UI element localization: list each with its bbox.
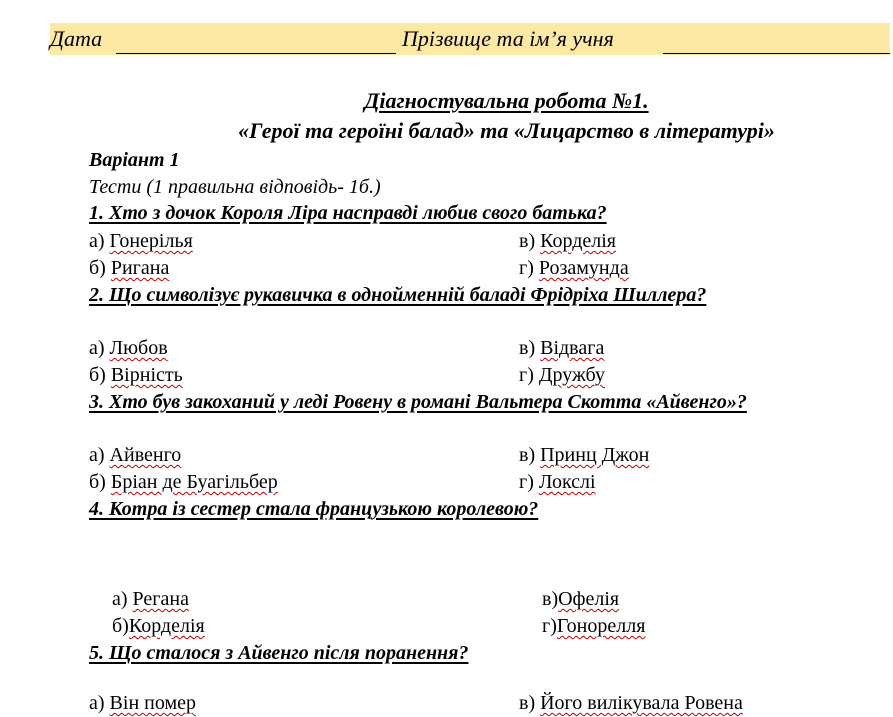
q2-option-a: а) Любов [89,337,168,359]
header-bar [50,23,890,55]
q4-option-g: г)Гонорелля [542,615,646,637]
q2-option-v: в) Відвага [519,337,605,359]
q2-option-b: б) Вірність [89,364,183,386]
document-title [60,86,893,116]
question-3: 3. Хто був закоханий у леді Ровену в романі Вальтера Скотта «Айвенго»? [89,391,747,413]
instructions-text: Тести (1 правильна відповідь- 1б.) [89,176,381,198]
question-5: 5. Що сталося з Айвенго після поранення? [89,642,469,664]
question-2: 2. Що символізує рукавичка в однойменній баладі Фрідріха Шиллера? [89,284,707,306]
q5-option-v: в) Його вилікувала Ровена [519,692,743,714]
q4-option-b: б)Корделія [112,615,205,637]
q5-option-a: а) Він помер [89,692,197,714]
q1-option-v: в) Корделія [519,230,616,252]
student-name-label: Прізвище та ім’я учня [402,26,614,51]
q3-option-v: в) Принц Джон [519,444,650,466]
question-4: 4. Котра із сестер стала французькою королевою? [89,498,539,520]
q2-option-g: г) Дружбу [519,364,605,386]
question-1: 1. Хто з дочок Короля Ліра насправді любив свого батька? [89,202,607,224]
date-blank-line [116,53,396,54]
variant-label: Варіант 1 [89,149,180,171]
q4-option-v: в)Офелія [542,588,620,610]
q3-option-g: г) Локслі [519,471,596,493]
q4-option-a: а) Регана [112,588,189,610]
title-line-1: Діагностувальна робота №1. [364,88,649,113]
q1-option-g: г) Розамунда [519,257,629,279]
name-blank-line [663,53,890,54]
date-label: Дата [50,26,103,51]
q3-option-a: а) Айвенго [89,444,182,466]
q1-option-b: б) Ригана [89,257,170,279]
q1-option-a: а) Гонерілья [89,230,193,252]
document-subtitle: «Герої та героїні балад» та «Лицарство в літературі» [238,118,775,143]
q3-option-b: б) Бріан де Буагільбер [89,471,278,493]
